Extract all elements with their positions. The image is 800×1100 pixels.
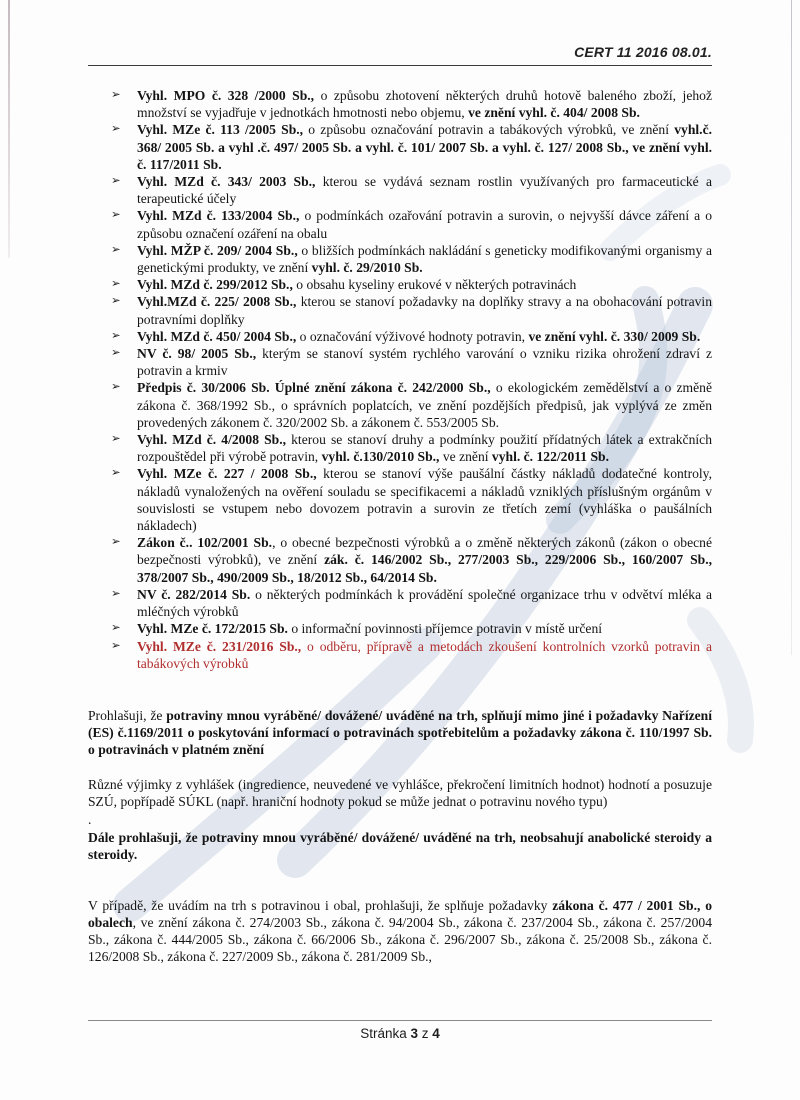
text-run: V případě, že uvádím na trh s potravinou i obal, prohlašuji, že splňuje požadavky <box>88 897 553 913</box>
regulation-item <box>88 276 712 293</box>
text-run: kterou se stanoví druhy a podmínky použití přídatných látek a extrakčních rozpouštědel při výrobě potravin, <box>137 432 712 465</box>
text-run: Zákon č.. 102/2001 Sb. <box>137 535 273 551</box>
declaration-paragraph <box>88 897 712 966</box>
arrow-bullet-icon: ➢ <box>111 293 121 308</box>
declaration-paragraph <box>88 811 712 828</box>
document-code: CERT 11 2016 08.01. <box>574 44 712 60</box>
arrow-bullet-icon: ➢ <box>111 379 121 394</box>
page-label: Stránka <box>360 1026 407 1041</box>
arrow-bullet-icon: ➢ <box>111 345 121 360</box>
header-rule <box>88 65 712 66</box>
arrow-bullet-icon: ➢ <box>111 121 121 136</box>
page-total: 4 <box>432 1026 440 1041</box>
arrow-bullet-icon: ➢ <box>111 173 121 188</box>
text-run: ve znění <box>439 449 492 465</box>
text-run: o odběru, přípravě a metodách zkoušení kontrolních vzorků potravin a tabákových výrobků <box>137 638 712 671</box>
arrow-bullet-icon: ➢ <box>111 207 121 222</box>
text-run: o obsahu kyseliny erukové v některých potravinách <box>292 277 577 293</box>
text-run: Vyhl. MZd č. 450/ 2004 Sb., <box>137 328 297 344</box>
regulation-item <box>88 345 712 379</box>
arrow-bullet-icon: ➢ <box>111 620 121 635</box>
regulation-item <box>88 121 712 173</box>
text-run: Vyhl. MZd č. 299/2012 Sb., <box>137 277 293 293</box>
text-run: vyhl. č. 29/2010 Sb. <box>311 260 423 276</box>
arrow-bullet-icon: ➢ <box>111 585 121 600</box>
text-run: o označování výživové hodnoty potravin, <box>296 328 529 344</box>
text-run: ve znění vyhl. č. 404/ 2008 Sb. <box>468 105 640 121</box>
regulation-item <box>88 328 712 345</box>
text-run: Vyhl.MZd č. 225/ 2008 Sb., <box>137 294 297 310</box>
text-run: vyhl.č. 368/ 2005 Sb. a vyhl .č. 497/ 2005 Sb. a vyhl. č. 101/ 2007 Sb. a vyhl. č. 127/ 2008 Sb., ve znění vyhl. č. 117/2011 Sb. <box>137 122 712 172</box>
page-current: 3 <box>410 1026 418 1041</box>
text-run: Vyhl. MZd č. 133/2004 Sb., <box>137 208 300 224</box>
text-run: NV č. 98/ 2005 Sb., <box>137 346 257 362</box>
arrow-bullet-icon: ➢ <box>111 465 121 480</box>
text-run: kterou se vydává seznam rostlin využívaných pro farmaceutické a terapeutické účely <box>137 174 712 207</box>
regulation-item <box>88 465 712 534</box>
document-header <box>88 44 712 60</box>
text-run: o ekologickém zemědělství a o změně zákona č. 368/1992 Sb., o správních poplatcích, ve znění pozdějších předpisů, jak vyplývá ze změn provedených zákonem č. 320/2002 Sb. a zákonem č. 553/2005 Sb. <box>137 380 712 430</box>
text-run: o bližších podmínkách nakládání s geneticky modifikovanými organismy a genetickými produkty, ve znění <box>137 242 712 276</box>
regulation-item <box>88 293 712 327</box>
text-run: Vyhl. MZe č. 231/2016 Sb., <box>137 638 302 654</box>
text-run: Vyhl. MPO č. 328 /2000 Sb., <box>137 88 315 103</box>
text-run: Vyhl. MŽP č. 209/ 2004 Sb., <box>137 242 298 258</box>
text-run: zákona č. 477 / 2001 Sb., o obalech <box>88 897 712 930</box>
text-run: Prohlašuji, že <box>88 707 167 723</box>
arrow-bullet-icon: ➢ <box>111 276 121 291</box>
text-run: ve znění vyhl. č. 330/ 2009 Sb. <box>528 328 701 344</box>
text-run: , ve znění zákona č. 274/2003 Sb., zákona č. 94/2004 Sb., zákona č. 237/2004 Sb., zákona č. 257/2004 Sb., zákona č. 444/2005 Sb., zákona č. 66/2006 Sb., zákona č. 296/2007 Sb., zákona č. 25/2008 Sb., zákona č. 126/2008 Sb., zákona č. 227/2009 Sb., zákona č. 281/2009 Sb., <box>88 914 712 965</box>
declaration-paragraph <box>88 829 712 863</box>
text-run: , o obecné bezpečnosti výrobků a o změně některých zákonů (zákon o obecné bezpečnosti výrobků), ve znění <box>137 535 712 568</box>
document-content <box>88 44 712 965</box>
text-run: Vyhl. MZe č. 227 / 2008 Sb., <box>137 466 317 482</box>
text-run: Vyhl. MZd č. 343/ 2003 Sb., <box>137 174 316 190</box>
page-of-word: z <box>421 1026 429 1041</box>
regulation-item <box>88 87 712 121</box>
text-run: vyhl. č.130/2010 Sb., <box>321 449 440 465</box>
regulation-list <box>88 87 712 672</box>
text-run: o způsobu zhotovení některých druhů hotově baleného zboží, jehož množství se vyjadřuje v jednotkách hmotnosti nebo objemu, <box>137 88 712 121</box>
text-run: vyhl. č. 122/2011 Sb. <box>491 449 610 465</box>
regulation-item <box>88 379 712 431</box>
text-run: potraviny mnou vyráběné/ dovážené/ uváděné na trh, splňují mimo jiné i požadavky Nařízení (ES) č.1169/2011 o poskytování informací o potravinách spotřebitelům a požadavky zákona č. 110/1997 Sb. o potravinách v platném znění <box>88 707 712 758</box>
regulation-item <box>88 620 712 637</box>
text-run: o způsobu označování potravin a tabákových výrobků, ve znění <box>303 122 675 138</box>
text-run: kterou se stanoví požadavky na doplňky stravy a na obohacování potravin potravními doplňky <box>137 294 712 327</box>
text-run: o podmínkách ozařování potravin a surovin, o nejvyšší dávce záření a o způsobu označení ozáření na obalu <box>137 208 712 241</box>
arrow-bullet-icon: ➢ <box>111 241 121 256</box>
regulation-item <box>88 242 712 276</box>
arrow-bullet-icon: ➢ <box>111 534 121 549</box>
scan-artifact-right-edge <box>791 0 792 655</box>
declaration-paragraph <box>88 776 712 810</box>
regulation-item <box>88 638 712 672</box>
regulation-item <box>88 431 712 465</box>
text-run: Vyhl. MZd č. 4/2008 Sb., <box>137 432 287 448</box>
arrow-bullet-icon: ➢ <box>111 327 121 342</box>
declaration-paragraph <box>88 707 712 759</box>
text-run: Dále prohlašuji, že potraviny mnou vyráběné/ dovážené/ uváděné na trh, neobsahují anabolické steroidy a steroidy. <box>88 830 712 863</box>
text-run: kterou se stanoví výše paušální částky nákladů dodatečné kontroly, nákladů vynaložených na ověření souladu se specifikacemi a nákladů vzniklých příslušným orgánům v souvislosti se vstupem nebo dovozem potravin a surovin ze třetích zemí (vyhláška o paušálních nákladech) <box>137 466 712 534</box>
footer-rule <box>88 1020 712 1021</box>
scan-artifact-left-edge <box>8 0 10 258</box>
regulation-item <box>88 534 712 586</box>
regulation-item <box>88 207 712 241</box>
text-run: o některých podmínkách k provádění společné organizace trhu v odvětví mléka a mléčných výrobků <box>137 586 712 620</box>
text-run: kterým se stanoví systém rychlého varování o vzniku rizika ohrožení zdraví z potravin a krmiv <box>137 346 712 379</box>
regulation-item <box>88 586 712 620</box>
regulation-item <box>88 173 712 207</box>
text-run: zák. č. 146/2002 Sb., 277/2003 Sb., 229/2006 Sb., 160/2007 Sb., 378/2007 Sb., 490/2009 Sb., 18/2012 Sb., 64/2014 Sb. <box>137 552 712 585</box>
text-run: o informační povinnosti příjemce potravin v místě určení <box>287 621 603 637</box>
text-run: Předpis č. 30/2006 Sb. Úplné znění zákona č. 242/2000 Sb., <box>137 380 491 396</box>
arrow-bullet-icon: ➢ <box>111 87 121 101</box>
text-run: NV č. 282/2014 Sb. <box>137 586 251 602</box>
text-run: Vyhl. MZe č. 113 /2005 Sb., <box>137 122 304 138</box>
page-number <box>88 1026 712 1041</box>
page-footer <box>88 1020 712 1041</box>
text-run: . <box>88 811 92 827</box>
arrow-bullet-icon: ➢ <box>111 431 121 446</box>
text-run: Vyhl. MZe č. 172/2015 Sb. <box>137 621 288 637</box>
declaration-paragraphs <box>88 707 712 965</box>
arrow-bullet-icon: ➢ <box>111 637 121 652</box>
text-run: Různé výjimky z vyhlášek (ingredience, neuvedené ve vyhlášce, překročení limitních hodnot) hodnotí a posuzuje SZÚ, popřípadě SÚKL (např. hraniční hodnoty pokud se může jednat o potravinu nového typu) <box>88 776 712 809</box>
